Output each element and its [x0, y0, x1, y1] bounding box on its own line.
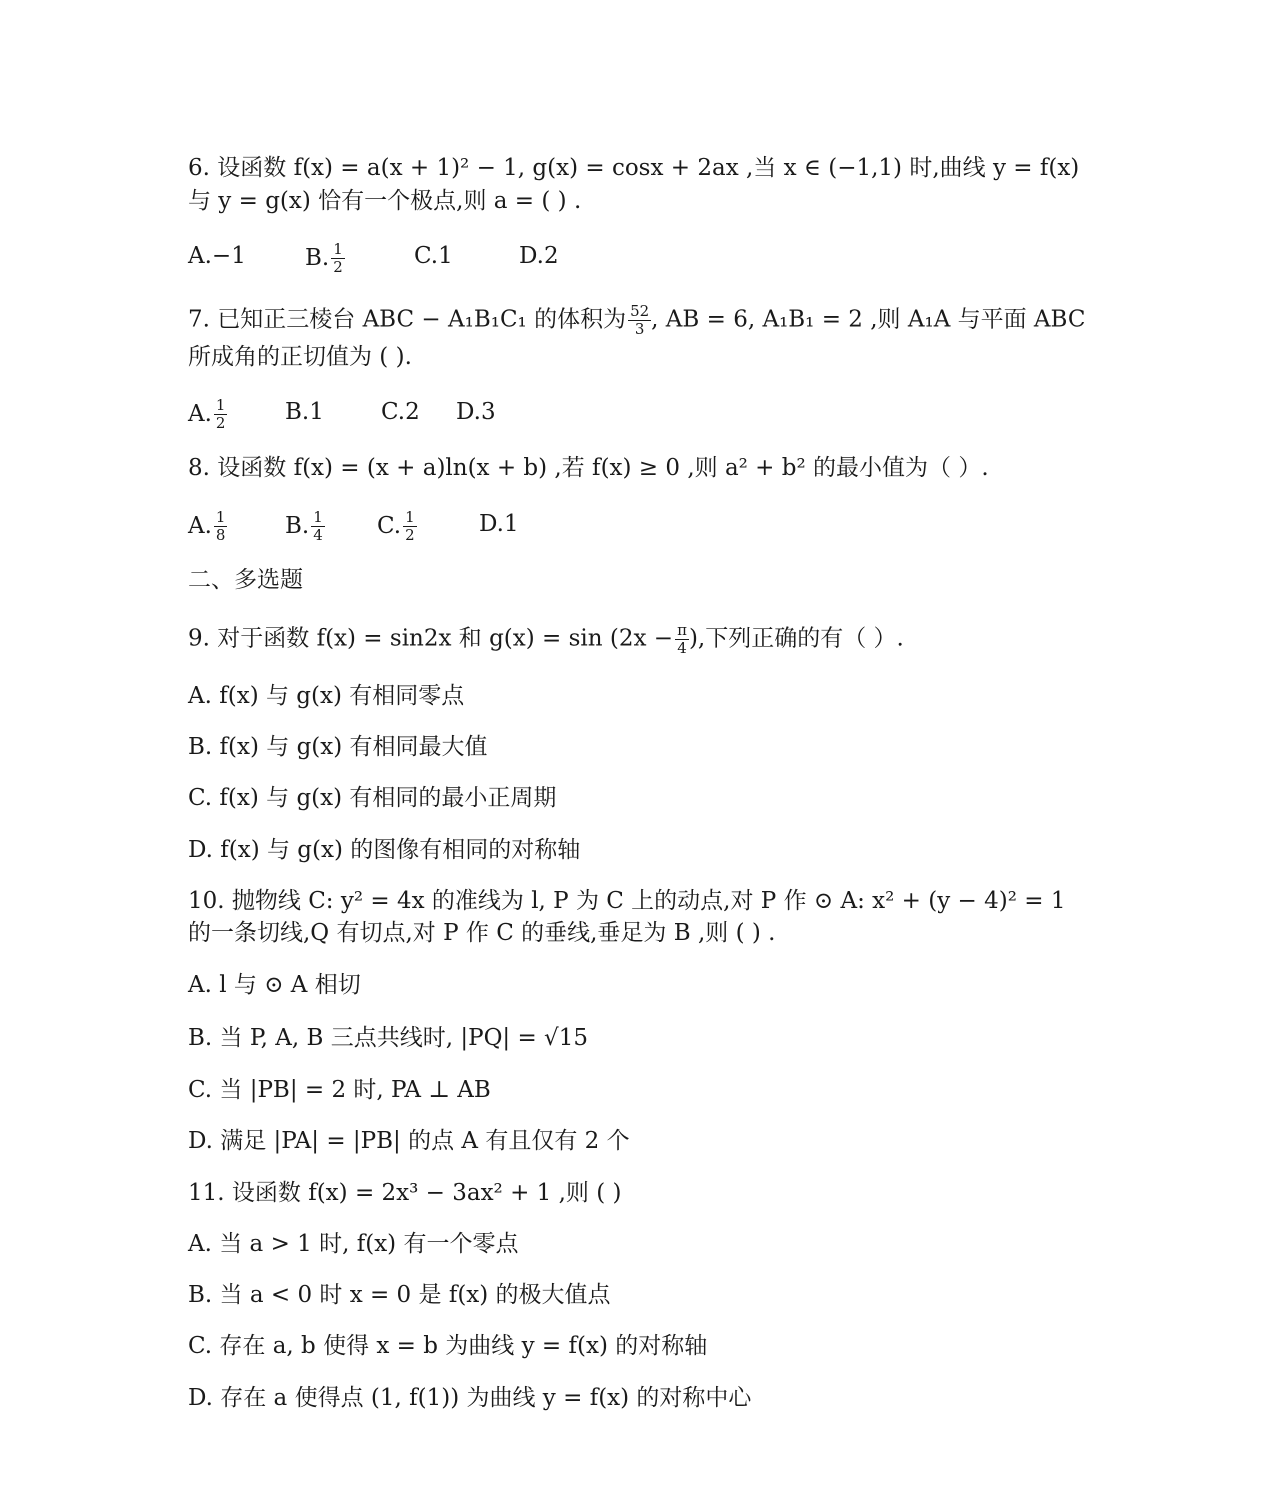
q6-stem-line2: 与 y = g(x) 恰有一个极点,则 a = ( ) .: [188, 188, 582, 214]
fraction: $\frac{52}{3}$: [630, 302, 650, 338]
q11-option-c: C. 存在 a, b 使得 x = b 为曲线 y = f(x) 的对称轴: [188, 1333, 708, 1359]
q9-option-b: B. f(x) 与 g(x) 有相同最大值: [188, 734, 488, 760]
q6-option-a: A.−1: [188, 243, 246, 269]
fraction: $\frac{1}{4}$: [313, 508, 323, 544]
q11-option-a: A. 当 a > 1 时, f(x) 有一个零点: [188, 1231, 519, 1257]
q10-option-a: A. l 与 ⊙ A 相切: [188, 972, 361, 998]
fraction: $\frac{\pi}{4}$: [677, 621, 687, 657]
q11-option-d: D. 存在 a 使得点 (1, f(1)) 为曲线 y = f(x) 的对称中心: [188, 1385, 752, 1411]
q6-option-d: D.2: [519, 243, 559, 269]
q9-option-a: A. f(x) 与 g(x) 有相同零点: [188, 683, 465, 709]
q10-option-b: B. 当 P, A, B 三点共线时, |PQ| = √15: [188, 1025, 588, 1051]
q8-stem: 8. 设函数 f(x) = (x + a)ln(x + b) ,若 f(x) ≥ 0 ,则 a² + b² 的最小值为（ ）.: [188, 455, 989, 481]
q7-stem-line2: 所成角的正切值为 ( ).: [188, 344, 412, 370]
q9-stem: 9. 对于函数 f(x) = sin2x 和 g(x) = sin (2x − $\frac{\pi}{4}$ ),下列正确的有（ ）.: [188, 621, 904, 657]
fraction: $\frac{1}{8}$: [215, 508, 226, 544]
q10-stem-line2: 的一条切线,Q 有切点,对 P 作 C 的垂线,垂足为 B ,则 ( ) .: [188, 920, 776, 946]
q7-option-c: C.2: [381, 399, 420, 425]
fraction: $\frac{1}{2}$: [215, 396, 226, 432]
fraction: $\frac{1}{2}$: [333, 240, 343, 276]
q6-option-b: B. $\frac{1}{2}$: [305, 240, 343, 276]
q7-option-a: A. $\frac{1}{2}$: [188, 396, 226, 432]
q6-option-c: C.1: [414, 243, 453, 269]
q8-option-b: B. $\frac{1}{4}$: [285, 508, 323, 544]
q8-option-d: D.1: [479, 511, 519, 537]
q9-option-c: C. f(x) 与 g(x) 有相同的最小正周期: [188, 785, 557, 811]
q11-option-b: B. 当 a < 0 时 x = 0 是 f(x) 的极大值点: [188, 1282, 611, 1308]
q11-stem: 11. 设函数 f(x) = 2x³ − 3ax² + 1 ,则 ( ): [188, 1180, 622, 1206]
q7-stem-line1: 7. 已知正三棱台 ABC − A₁B₁C₁ 的体积为 $\frac{52}{3}$ , AB = 6, A₁B₁ = 2 ,则 A₁A 与平面 ABC: [188, 302, 1086, 338]
q10-option-c: C. 当 |PB| = 2 时, PA ⊥ AB: [188, 1077, 491, 1103]
q7-option-d: D.3: [456, 399, 496, 425]
q9-option-d: D. f(x) 与 g(x) 的图像有相同的对称轴: [188, 837, 581, 863]
q8-option-c: C. $\frac{1}{2}$: [377, 508, 415, 544]
q6-stem-line1: 6. 设函数 f(x) = a(x + 1)² − 1, g(x) = cosx + 2ax ,当 x ∈ (−1,1) 时,曲线 y = f(x): [188, 155, 1080, 181]
q10-option-d: D. 满足 |PA| = |PB| 的点 A 有且仅有 2 个: [188, 1128, 630, 1154]
section-heading: 二、多选题: [188, 567, 303, 593]
fraction: $\frac{1}{2}$: [405, 508, 415, 544]
q7-option-b: B.1: [285, 399, 324, 425]
q8-option-a: A. $\frac{1}{8}$: [188, 508, 226, 544]
q10-stem-line1: 10. 抛物线 C: y² = 4x 的准线为 l, P 为 C 上的动点,对 P 作 ⊙ A: x² + (y − 4)² = 1: [188, 888, 1066, 914]
